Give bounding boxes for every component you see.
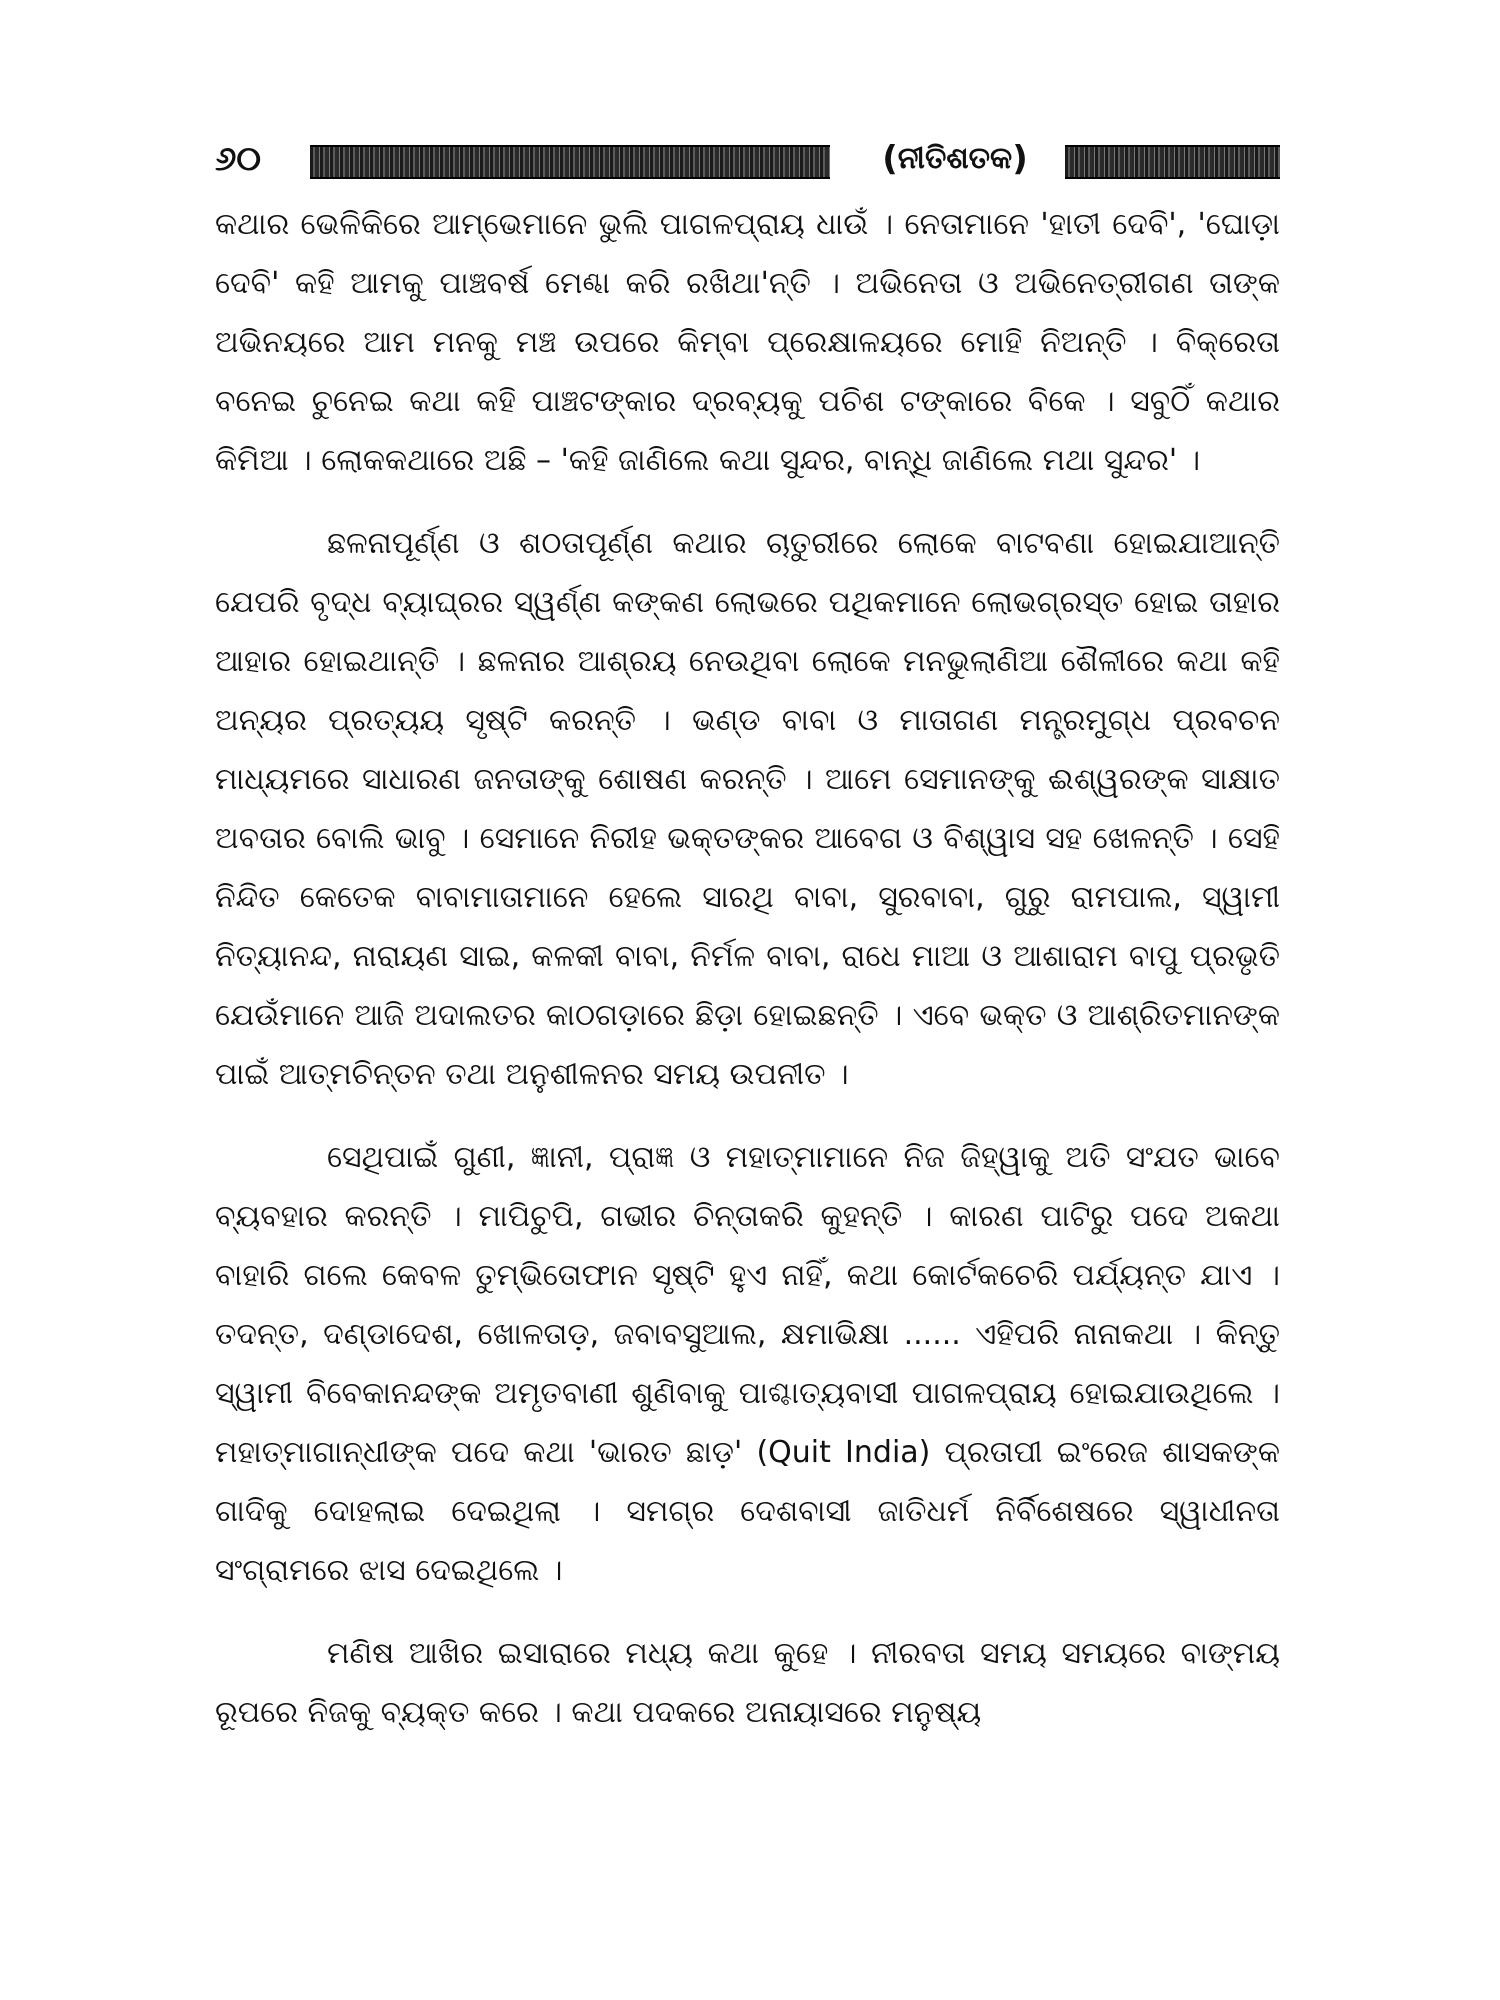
book-title: ନୀତିଶତକ [897, 141, 1013, 176]
body-text [215, 195, 1280, 1742]
paragraph-text: କଥାର ଭେଳିକିରେ ଆମ୍ଭେମାନେ ଭୁଲି ପାଗଳପ୍ରାୟ ଧାଉଁ । ନେତାମାନେ 'ହାତୀ ଦେବି', 'ଘୋଡ଼ା ଦେବି' କହି ଆମକୁ ପାଞ୍ଚବର୍ଷ ମେଣ୍ଢା କରି ରଖିଥା'ନ୍ତି । ଅଭିନେତା ଓ ଅଭିନେତ୍ରୀଗଣ ତାଙ୍କ ଅଭିନୟରେ ଆମ ମନକୁ ମଞ୍ଚ ଉପରେ କିମ୍ବା ପ୍ରେକ୍ଷାଳୟରେ ମୋହି ନିଅନ୍ତି । ବିକ୍ରେତା ବନେଇ ଚୁନେଇ କଥା କହି ପାଞ୍ଚଟଙ୍କାର ଦ୍ରବ୍ୟକୁ ପଚିଶ ଟଙ୍କାରେ ବିକେ । ସବୁଠିଁ କଥାର କିମିଆ । ଲୋକକଥାରେ ଅଛି – 'କହି ଜାଣିଲେ କଥା ସୁନ୍ଦର, ବାନ୍ଧି ଜାଣିଲେ ମଥା ସୁନ୍ଦର' । [215, 207, 1280, 478]
title-bracket-left: ( [882, 139, 898, 179]
paragraph-1 [215, 195, 1280, 490]
paragraph-text: ଛଳନାପୂର୍ଣ୍ଣ ଓ ଶଠତାପୂର୍ଣ୍ଣ କଥାର ଚାତୁରୀରେ ଲୋକେ ବାଟବଣା ହୋଇଯାଆନ୍ତି ଯେପରି ବୃଦ୍ଧ ବ୍ୟାଘ୍ରର ସ୍ୱର୍ଣ୍ଣ କଙ୍କଣ ଲୋଭରେ ପଥିକମାନେ ଲୋଭଗ୍ରସ୍ତ ହୋଇ ତାହାର ଆହାର ହୋଇଥାନ୍ତି । ଛଳନାର ଆଶ୍ରୟ ନେଉଥିବା ଲୋକେ ମନଭୁଲାଣିଆ ଶୈଳୀରେ କଥା କହି ଅନ୍ୟର ପ୍ରତ୍ୟୟ ସୃଷ୍ଟି କରନ୍ତି । ଭଣ୍ଡ ବାବା ଓ ମାତାଗଣ ମନ୍ତ୍ରମୁଗ୍ଧ ପ୍ରବଚନ ମାଧ୍ୟମରେ ସାଧାରଣ ଜନତାଙ୍କୁ ଶୋଷଣ କରନ୍ତି । ଆମେ ସେମାନଙ୍କୁ ଈଶ୍ୱରଙ୍କ ସାକ୍ଷାତ ଅବତାର ବୋଲି ଭାବୁ । ସେମାନେ ନିରୀହ ଭକ୍ତଙ୍କର ଆବେଗ ଓ ବିଶ୍ୱାସ ସହ ଖେଳନ୍ତି । ସେହି ନିନ୍ଦିତ କେତେକ ବାବାମାତାମାନେ ହେଲେ ସାରଥି ବାବା, ସୁରବାବା, ଗୁରୁ ରାମପାଲ, ସ୍ୱାମୀ ନିତ୍ୟାନନ୍ଦ, ନାରାୟଣ ସାଇ, କଳକୀ ବାବା, ନିର୍ମଳ ବାବା, ରାଧେ ମାଆ ଓ ଆଶାରାମ ବାପୁ ପ୍ରଭୃତି ଯେଉଁମାନେ ଆଜି ଅଦାଲତର କାଠଗଡ଼ାରେ ଛିଡ଼ା ହୋଇଛନ୍ତି । ଏବେ ଭକ୍ତ ଓ ଆଶ୍ରିତମାନଙ୍କ ପାଇଁ ଆତ୍ମଚିନ୍ତନ ତଥା ଅନୁଶୀଳନର ସମୟ ଉପନୀତ । [215, 526, 1280, 1092]
paragraph-4 [215, 1624, 1280, 1742]
header-rule-left [310, 145, 840, 179]
book-title-box [830, 136, 1080, 182]
paragraph-text: ମଣିଷ ଆଖିର ଇସାରାରେ ମଧ୍ୟ କଥା କୁହେ । ନୀରବତା ସମୟ ସମୟରେ ବାଙ୍ମୟ ରୂପରେ ନିଜକୁ ବ୍ୟକ୍ତ କରେ । କଥା ପଦକରେ ଅନାୟାସରେ ମନୁଷ୍ୟ [215, 1636, 1280, 1730]
paragraph-2 [215, 514, 1280, 1104]
header-rule-right [1065, 145, 1280, 179]
page-header [215, 140, 1280, 180]
paragraph-3 [215, 1128, 1280, 1600]
title-bracket-right: ) [1012, 139, 1028, 179]
paragraph-text: ସେଥିପାଇଁ ଗୁଣୀ, ଜ୍ଞାନୀ, ପ୍ରାଜ୍ଞ ଓ ମହାତ୍ମାମାନେ ନିଜ ଜିହ୍ୱାକୁ ଅତି ସଂଯତ ଭାବେ ବ୍ୟବହାର କରନ୍ତି । ମାପିଚୁପି, ଗଭୀର ଚିନ୍ତାକରି କୁହନ୍ତି । କାରଣ ପାଟିରୁ ପଦେ ଅକଥା ବାହାରି ଗଲେ କେବଳ ତୁମ୍ଭିତୋଫାନ ସୃଷ୍ଟି ହୁଏ ନାହିଁ, କଥା କୋର୍ଟକଚେରି ପର୍ଯ୍ୟନ୍ତ ଯାଏ । ତଦନ୍ତ, ଦଣ୍ଡାଦେଶ, ଖୋଳତାଡ଼, ଜବାବସୁଆଲ, କ୍ଷମାଭିକ୍ଷା ...... ଏହିପରି ନାନାକଥା । କିନ୍ତୁ ସ୍ୱାମୀ ବିବେକାନନ୍ଦଙ୍କ ଅମୃତବାଣୀ ଶୁଣିବାକୁ ପାଶ୍ଚାତ୍ୟବାସୀ ପାଗଳପ୍ରାୟ ହୋଇଯାଉଥିଲେ । ମହାତ୍ମାଗାନ୍ଧୀଙ୍କ ପଦେ କଥା 'ଭାରତ ଛାଡ଼' (Quit India) ପ୍ରତାପୀ ଇଂରେଜ ଶାସକଙ୍କ ଗାଦିକୁ ଦୋହଲାଇ ଦେଇଥିଲା । ସମଗ୍ର ଦେଶବାସୀ ଜାତିଧର୍ମ ନିର୍ବିଶେଷରେ ସ୍ୱାଧୀନତା ସଂଗ୍ରାମରେ ଝାସ ଦେଇଥିଲେ । [215, 1140, 1280, 1588]
page-number: ୬୦ [215, 139, 261, 179]
